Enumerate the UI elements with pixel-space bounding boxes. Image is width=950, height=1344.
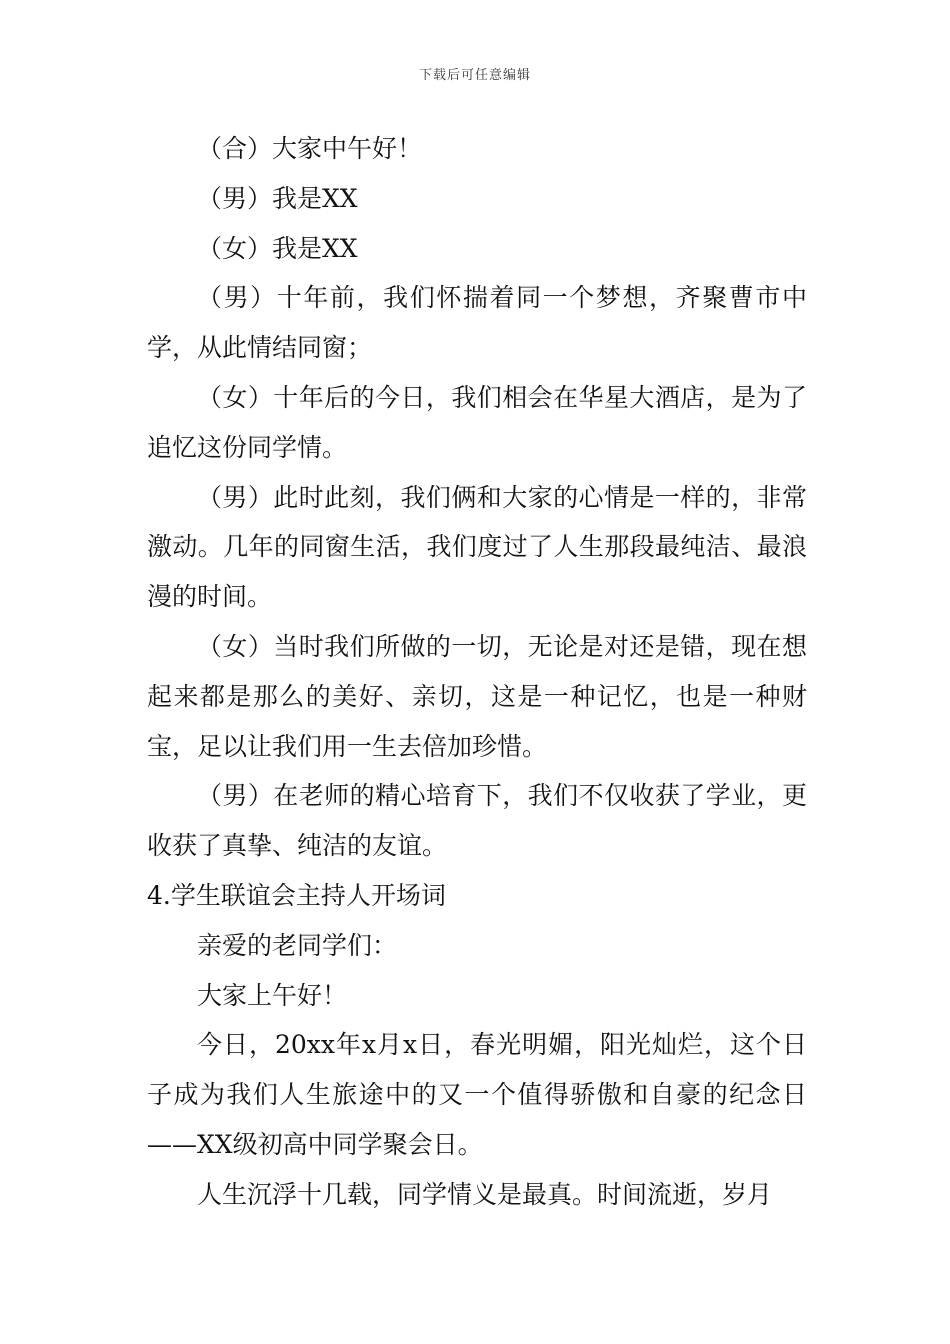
paragraph: 人生沉浮十几载，同学情义是最真。时间流逝，岁月 [197,1179,773,1209]
document-body [147,124,807,1220]
paragraph: （男）十年前，我们怀揣着同一个梦想，齐聚曹市中学，从此情结同窗； [147,283,807,363]
salutation: 亲爱的老同学们： [197,930,398,960]
paragraph: （男）在老师的精心培育下，我们不仅收获了学业，更收获了真挚、纯洁的友谊。 [147,781,807,861]
paragraph: （女）十年后的今日，我们相会在华星大酒店，是为了追忆这份同学情。 [147,382,807,462]
paragraph: 今日，20xx年x月x日，春光明媚，阳光灿烂，这个日子成为我们人生旅途中的又一个值得骄傲和自豪的纪念日——XX级初高中同学聚会日。 [147,1030,807,1159]
greeting: 大家上午好！ [197,980,348,1010]
paragraph: （合）大家中午好！ [197,134,423,163]
paragraph: （男）此时此刻，我们俩和大家的心情是一样的，非常激动。几年的同窗生活，我们度过了人生那段最纯洁、最浪漫的时间。 [147,482,807,612]
paragraph: （女）当时我们所做的一切，无论是对还是错，现在想起来都是那么的美好、亲切，这是一种记忆，也是一种财宝，足以让我们用一生去倍加珍惜。 [147,631,807,761]
section-heading: 4.学生联谊会主持人开场词 [147,880,446,910]
paragraph: （男）我是XX [197,183,358,213]
paragraph: （女）我是XX [197,233,358,263]
page-header: 下载后可任意编辑 [418,68,531,83]
